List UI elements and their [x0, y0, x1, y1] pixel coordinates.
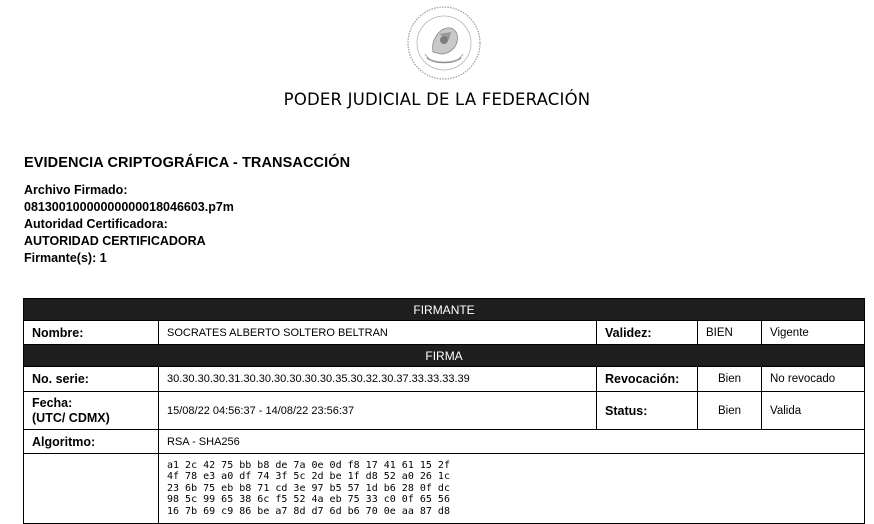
autoridad-label: Autoridad Certificadora: — [24, 217, 168, 231]
nombre-value: SOCRATES ALBERTO SOLTERO BELTRAN — [159, 321, 597, 345]
fecha-label-line1: Fecha: — [32, 395, 73, 410]
validez-label: Validez: — [597, 321, 698, 345]
hash-line: 16 7b 69 c9 86 be a7 8d d7 6d b6 70 0e aa 87 d8 — [167, 505, 450, 517]
serie-value: 30.30.30.30.31.30.30.30.30.30.30.35.30.32.30.37.33.33.33.39 — [159, 367, 597, 392]
hash-line: 23 6b 75 eb b8 71 cd 3e 97 b5 57 1d b6 28 0f dc — [167, 482, 450, 494]
algoritmo-label: Algoritmo: — [24, 430, 159, 454]
institution-title: PODER JUDICIAL DE LA FEDERACIÓN — [283, 90, 591, 109]
hash-line: 98 5c 99 65 38 6c f5 52 4a eb 75 33 c0 0f 65 56 — [167, 494, 450, 506]
fecha-label — [24, 392, 159, 430]
hash-line: 4f 78 e3 a0 df 74 3f 5c 2d be 1f d8 52 a0 26 1c — [167, 471, 450, 483]
serie-label: No. serie: — [24, 367, 159, 392]
national-seal-emblem — [403, 4, 485, 82]
archivo-label: Archivo Firmado: — [24, 183, 128, 197]
hash-line: a1 2c 42 75 bb b8 de 7a 0e 0d f8 17 41 61 15 2f — [167, 459, 450, 471]
document-title: EVIDENCIA CRIPTOGRÁFICA - TRANSACCIÓN — [24, 155, 351, 171]
nombre-label: Nombre: — [24, 321, 159, 345]
signature-evidence-table — [23, 298, 865, 524]
status-value: Bien — [698, 392, 762, 430]
firma-band: FIRMA — [24, 345, 865, 367]
fecha-value: 15/08/22 04:56:37 - 14/08/22 23:56:37 — [159, 392, 597, 430]
validez-status: Vigente — [762, 321, 865, 345]
firmante-band: FIRMANTE — [24, 299, 865, 321]
revocacion-status: No revocado — [762, 367, 865, 392]
status-label: Status: — [597, 392, 698, 430]
firmantes-count: Firmante(s): 1 — [24, 251, 107, 265]
status-status: Valida — [762, 392, 865, 430]
revocacion-value: Bien — [698, 367, 762, 392]
autoridad-value: AUTORIDAD CERTIFICADORA — [24, 234, 206, 248]
archivo-value: 08130010000000000018046603.p7m — [24, 200, 234, 214]
fecha-label-line2: (UTC/ CDMX) — [32, 410, 110, 425]
algoritmo-value: RSA - SHA256 — [159, 430, 865, 454]
hash-label-cell — [24, 454, 159, 524]
revocacion-label: Revocación: — [597, 367, 698, 392]
document-metadata — [24, 182, 234, 267]
validez-value: BIEN — [698, 321, 762, 345]
signature-hash — [159, 454, 865, 524]
